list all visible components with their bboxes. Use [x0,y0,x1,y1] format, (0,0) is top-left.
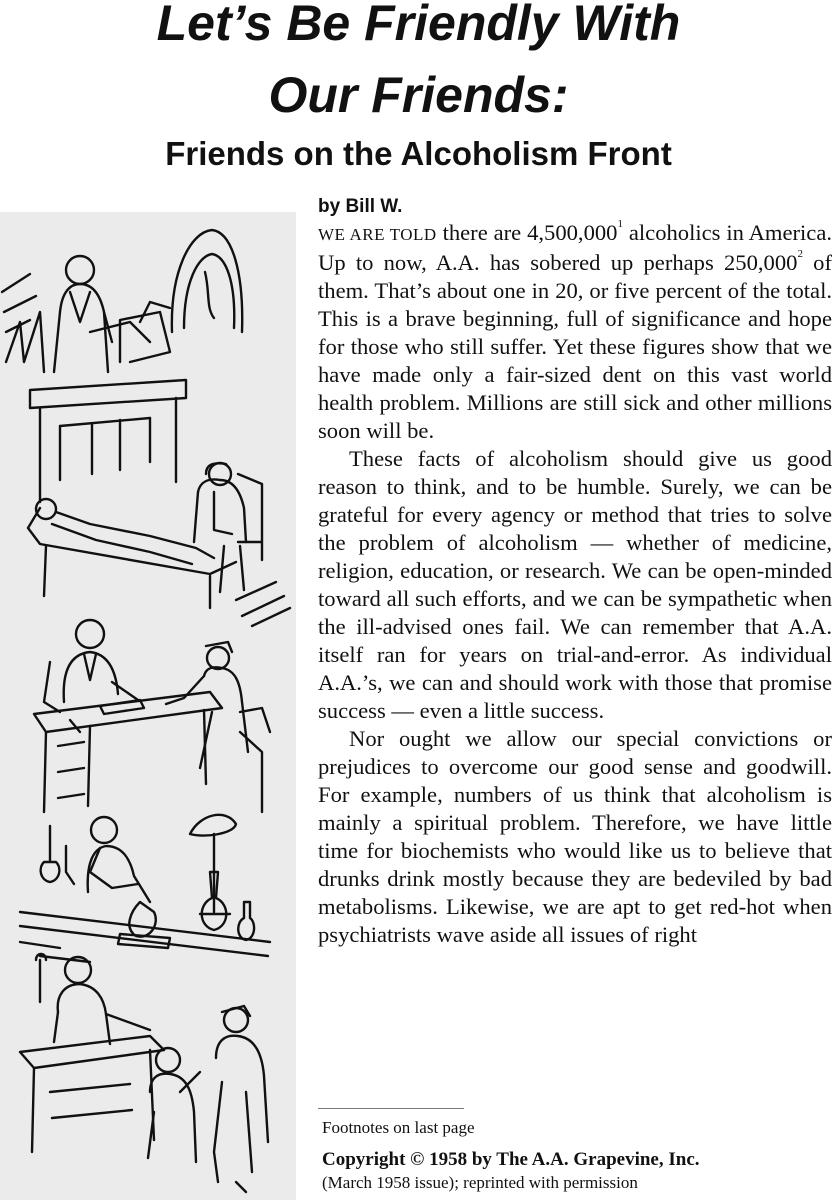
illustration [0,212,296,1200]
byline: by Bill W. [318,196,403,217]
p1-text-a: there are 4,500,000 [436,220,618,245]
doctor-nurse-desk-scene [34,620,270,812]
clergyman-pulpit-scene [2,230,242,502]
footnote-note: Footnotes on last page [322,1118,475,1137]
paragraph-2: These facts of alcoholism should give us good reason to think, and to be humble. Surely, we can be grateful for every agency or method that tries to solve the problem of alcoholism — whether of medicine, religion, education, or research. We can be open-minded toward all such efforts, and we can be sympathetic when the ill-advised ones fail. We can remember that A.A. itself ran for years on trial-and-error. As individual A.A.’s, we can and should work with those that promise success — even a little success. [318,446,832,723]
lead-in: WE ARE TOLD [318,225,437,244]
paragraph-3: Nor ought we allow our special convictions or prejudices to overcome our good sense and goodwill. For example, numbers of us think that alcoholism is mainly a spiritual problem. Therefore, we have little time for biochemists who would like us to believe that drunks drink mostly because they are bedeviled by bad metabolisms. Likewise, we are apt to get red-hot when psychiatrists wave aside all issues of right [318,726,832,947]
article-body [318,219,832,949]
p1-text-c: of them. That’s about one in 20, or five percent of the total. This is a brave beginning, full of significance and hope for those who still suffer. Yet these figures show that we have made only a fair-sized dent on this vast world health problem. Millions are still sick and other millions soon will be. [318,250,832,443]
footnote-ref-1: 1 [617,218,623,230]
p1-text-b: alcoholics in America. Up to now, A.A. has sobered up perhaps 250,000 [318,220,833,275]
title-line-1: Let’s Be Friendly With [156,0,681,51]
lecturer-students-scene [20,954,268,1192]
title-line-2: Our Friends: [268,67,569,123]
subtitle: Friends on the Alcoholism Front [165,135,672,172]
illustration-panel [0,212,296,1200]
footnote-divider [318,1108,464,1109]
issue-note: (March 1958 issue); reprinted with permission [322,1173,638,1192]
copyright-line: Copyright © 1958 by The A.A. Grapevine, Inc. [322,1149,700,1170]
footnote-ref-2: 2 [797,248,803,260]
psychiatrist-couch-scene [28,463,290,626]
paragraph-1 [318,219,832,445]
chemist-laboratory-scene [20,815,270,962]
